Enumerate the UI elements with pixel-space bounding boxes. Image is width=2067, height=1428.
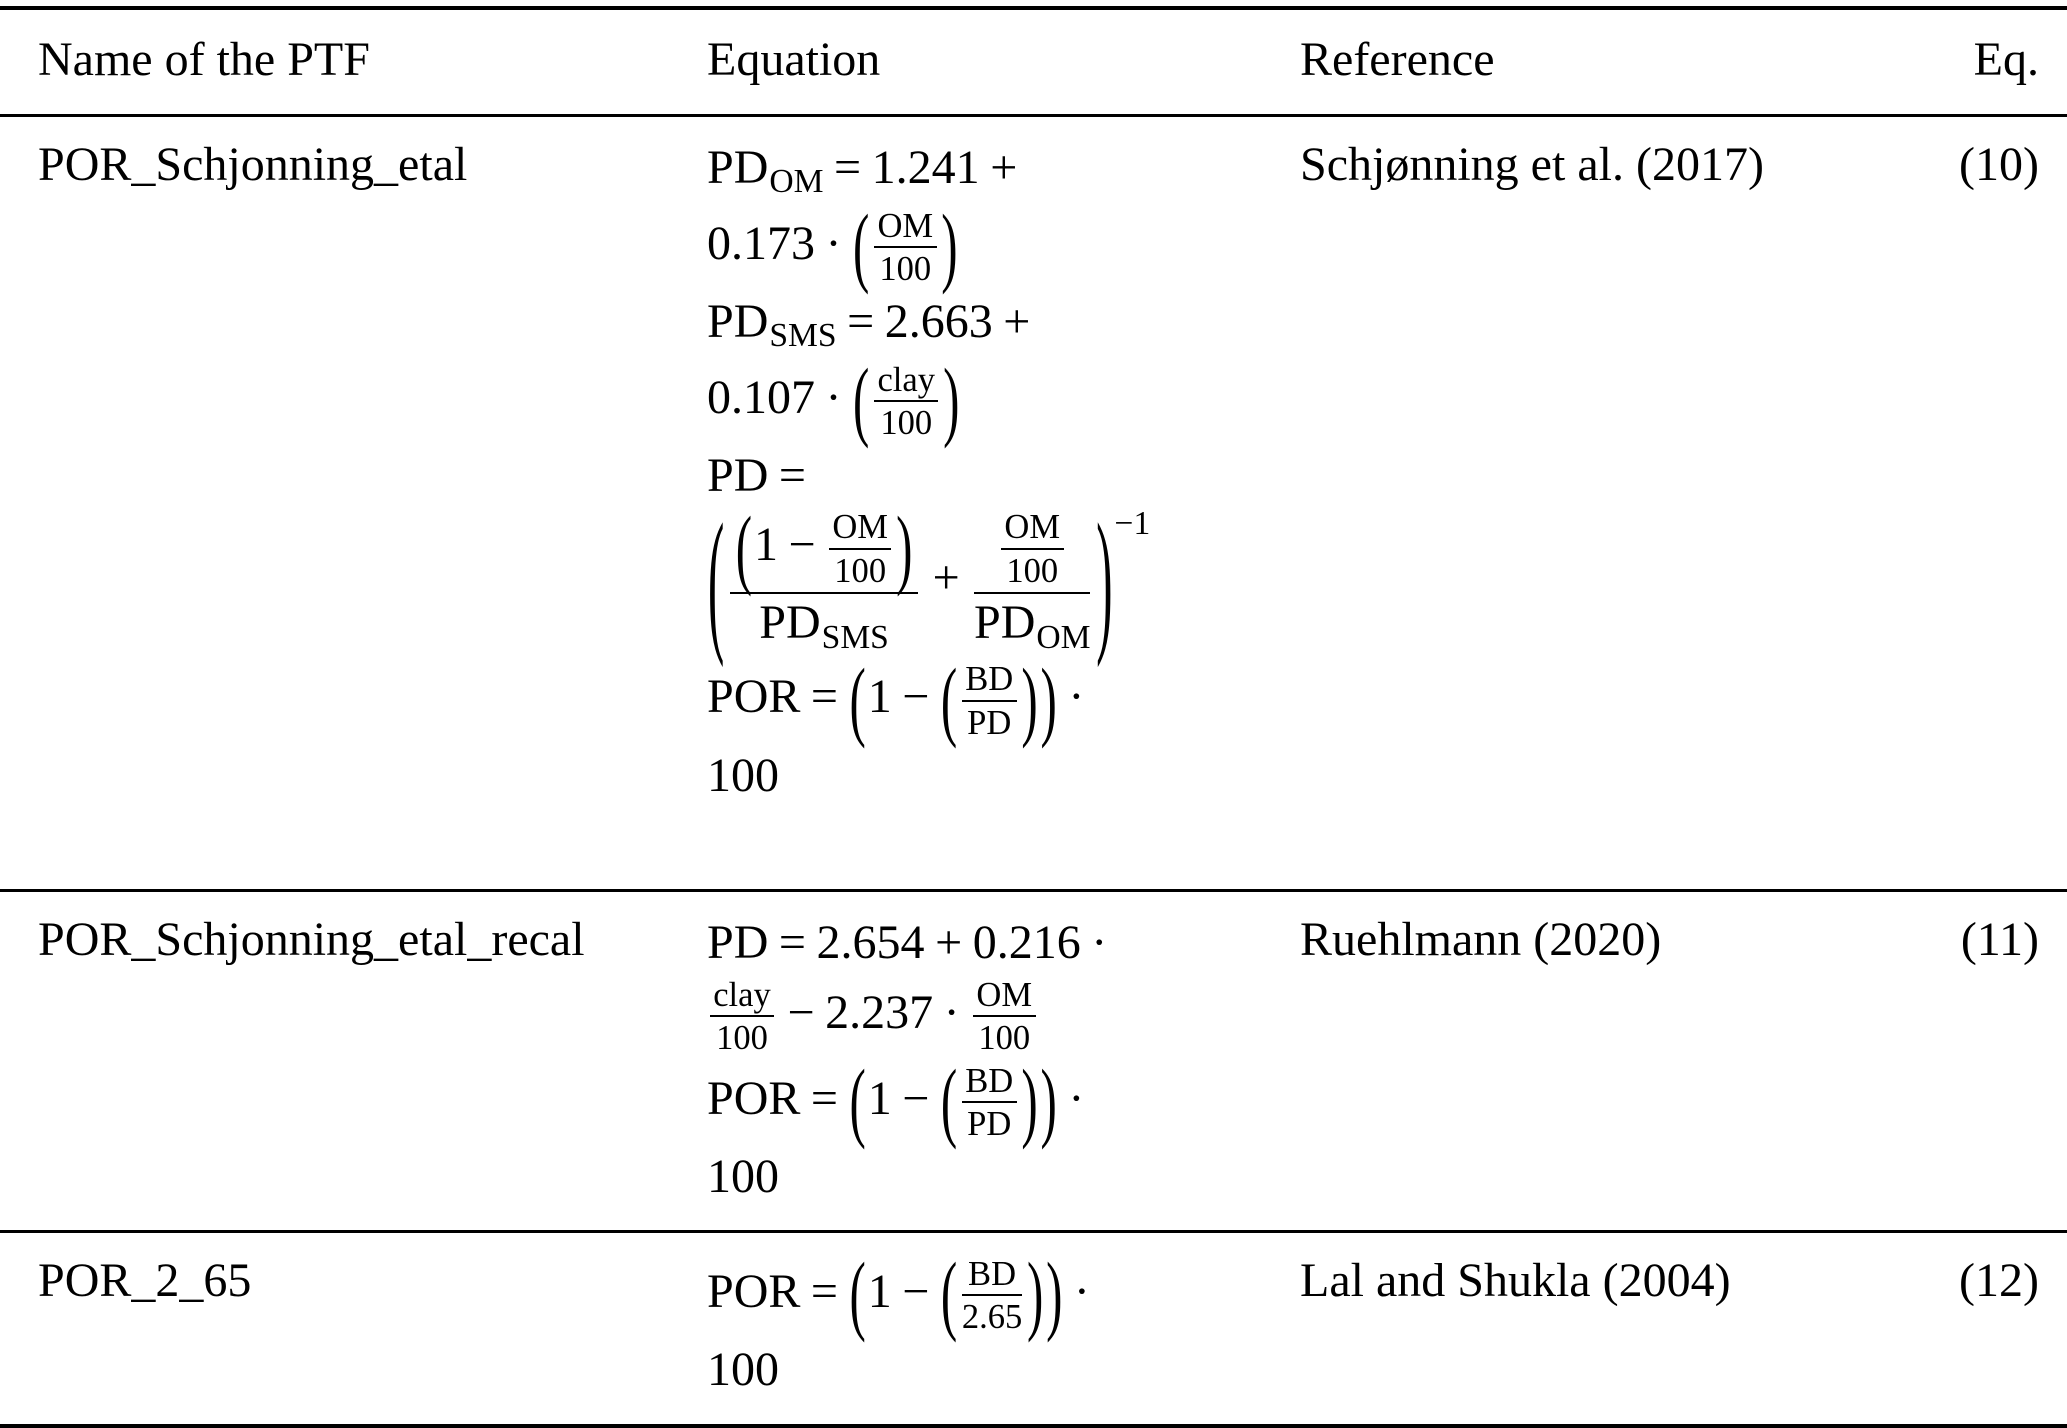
fraction-denominator	[834, 550, 886, 590]
math-text: PD	[707, 294, 769, 348]
paren-content	[957, 1255, 1027, 1337]
math-fraction	[874, 207, 937, 289]
math-paren-group	[849, 1244, 1063, 1344]
fraction-numerator	[973, 976, 1036, 1016]
table-header-row	[0, 10, 2067, 117]
equation-line	[707, 1148, 1300, 1206]
math-fraction	[874, 361, 938, 443]
right-paren-glyph: )	[1096, 489, 1113, 669]
left-paren-glyph: (	[940, 649, 958, 750]
equation-line	[707, 649, 1300, 750]
math-text: OM	[976, 975, 1033, 1014]
math-text: 100	[707, 1149, 779, 1203]
math-text: PD	[707, 141, 769, 194]
math-paren-group	[940, 649, 1038, 750]
paren-content	[866, 649, 1041, 750]
math-paren-group	[940, 1051, 1038, 1151]
math-subscript: SMS	[821, 618, 889, 656]
left-paren-glyph: (	[849, 1244, 866, 1344]
math-fraction	[974, 508, 1090, 656]
math-operator: −	[787, 985, 815, 1039]
math-text: OM	[877, 206, 934, 245]
math-text: 100	[834, 551, 887, 590]
math-operator: −	[788, 518, 816, 572]
math-subscript: SMS	[769, 317, 837, 355]
math-operator: =	[810, 670, 838, 724]
math-fraction	[829, 508, 892, 590]
math-operator: =	[834, 141, 862, 194]
math-text: BD	[965, 660, 1014, 699]
equation-line	[707, 1244, 1300, 1344]
math-text: clay	[713, 975, 771, 1014]
equation-line	[707, 914, 1300, 972]
math-operator: =	[778, 916, 806, 969]
ptf-name: POR_2_65	[38, 1253, 252, 1307]
equation-line	[707, 196, 1300, 296]
math-text: PD	[707, 916, 769, 969]
math-text: 0.107	[707, 370, 815, 424]
math-fraction	[710, 976, 774, 1058]
right-paren-glyph: )	[896, 497, 913, 598]
math-paren-group	[849, 649, 1057, 750]
header-eq-number: Eq.	[1973, 33, 2039, 86]
math-paren-group	[707, 489, 1151, 669]
left-paren-glyph: (	[849, 1051, 866, 1151]
math-operator: +	[935, 916, 963, 969]
math-text: PD	[707, 448, 769, 502]
left-paren-glyph: (	[853, 350, 870, 450]
math-operator: −	[902, 1264, 930, 1318]
math-text: 0.173	[707, 216, 815, 270]
header-name-of-ptf: Name of the PTF	[38, 33, 370, 86]
math-fraction	[962, 1255, 1022, 1337]
math-operator: +	[1003, 294, 1031, 348]
equation-line	[707, 976, 1300, 1058]
fraction-numerator	[962, 1062, 1017, 1102]
math-operator: −	[902, 1071, 930, 1125]
paren-content	[866, 1051, 1041, 1151]
paren-content	[957, 1062, 1021, 1144]
math-text: 0.216	[972, 916, 1081, 969]
equation-line	[707, 489, 1300, 669]
math-subscript: OM	[1036, 618, 1091, 656]
equation-line	[707, 447, 1300, 505]
math-superscript: −1	[1114, 505, 1151, 543]
left-paren-glyph: (	[707, 489, 725, 669]
math-text: POR	[707, 1071, 801, 1125]
fraction-numerator	[962, 660, 1017, 700]
math-operator: +	[990, 141, 1018, 194]
right-paren-glyph: )	[1021, 649, 1038, 750]
math-text: 100	[880, 404, 933, 443]
math-text: PD	[974, 596, 1036, 650]
math-paren-group	[853, 350, 960, 450]
fraction-denominator	[962, 1296, 1022, 1336]
fraction-denominator	[1006, 550, 1058, 590]
left-paren-glyph: (	[735, 497, 753, 598]
table-row	[0, 889, 2067, 1230]
paren-content	[869, 361, 943, 443]
table-row	[0, 1230, 2067, 1424]
equation-line	[707, 139, 1300, 203]
fraction-denominator	[967, 702, 1011, 742]
fraction-denominator	[759, 594, 889, 656]
math-text: BD	[965, 1061, 1014, 1100]
math-text: 1	[867, 670, 892, 724]
right-paren-glyph: )	[1021, 1051, 1038, 1151]
math-text: 1	[867, 1071, 892, 1125]
left-paren-glyph: (	[853, 196, 870, 296]
fraction-denominator	[974, 594, 1090, 656]
math-text: PD	[967, 703, 1012, 742]
math-fraction	[962, 1062, 1017, 1144]
math-text: 100	[707, 1342, 779, 1396]
equation-line	[707, 350, 1300, 450]
math-subscript: OM	[769, 163, 824, 201]
paren-content	[869, 207, 941, 289]
fraction-numerator	[874, 361, 938, 401]
right-paren-glyph: )	[1026, 1244, 1044, 1344]
math-operator: ·	[825, 216, 842, 270]
equation-cell	[707, 892, 1300, 1230]
ptf-name: POR_Schjonning_etal	[38, 138, 468, 191]
math-text: 100	[707, 748, 779, 802]
equation-cell	[707, 1233, 1300, 1423]
fraction-numerator	[993, 508, 1071, 592]
math-text: 1	[867, 1264, 892, 1318]
math-text: OM	[832, 508, 889, 547]
math-text: PD	[967, 1105, 1012, 1144]
equation-cell	[707, 117, 1300, 828]
right-paren-glyph: )	[1040, 649, 1057, 750]
math-operator: =	[847, 294, 875, 348]
math-operator: =	[810, 1071, 838, 1125]
math-text: 2.65	[961, 1297, 1023, 1336]
math-text: POR	[707, 1264, 801, 1318]
math-operator: ·	[1068, 670, 1085, 724]
right-paren-glyph: )	[943, 350, 960, 450]
fraction-denominator	[967, 1103, 1011, 1143]
math-operator: −	[902, 670, 930, 724]
math-text: 2.654	[816, 916, 925, 969]
reference: Lal and Shukla (2004)	[1300, 1253, 1731, 1307]
math-text: POR	[707, 670, 801, 724]
fraction-denominator	[879, 248, 931, 288]
table-row	[0, 117, 2067, 889]
math-paren-group	[849, 1051, 1057, 1151]
left-paren-glyph: (	[940, 1244, 958, 1344]
ptf-name: POR_Schjonning_etal_recal	[38, 913, 585, 966]
fraction-numerator	[874, 207, 937, 247]
math-operator: ·	[825, 370, 842, 424]
paren-content	[724, 497, 1096, 656]
header-reference: Reference	[1300, 33, 1495, 86]
math-text: 100	[978, 1019, 1031, 1058]
equation-line	[707, 293, 1300, 357]
math-operator: ·	[1068, 1071, 1085, 1125]
math-operator: ·	[1073, 1264, 1090, 1318]
math-text: 1	[753, 518, 778, 572]
fraction-numerator	[965, 1255, 1020, 1295]
math-paren-group	[735, 497, 913, 598]
math-text: 100	[716, 1019, 768, 1058]
math-paren-group	[853, 196, 958, 296]
fraction-denominator	[880, 402, 932, 442]
fraction-numerator	[1001, 508, 1064, 548]
math-text: 1.241	[871, 141, 980, 194]
left-paren-glyph: (	[940, 1051, 958, 1151]
paren-content	[752, 508, 896, 590]
equation-number: (12)	[1959, 1253, 2039, 1307]
math-text: clay	[877, 360, 935, 399]
math-text: 100	[879, 250, 932, 289]
paren-content	[866, 1244, 1046, 1344]
math-fraction	[1001, 508, 1064, 590]
math-text: 2.663	[884, 294, 993, 348]
math-operator: =	[810, 1264, 838, 1318]
right-paren-glyph: )	[1046, 1244, 1063, 1344]
math-text: PD	[759, 596, 821, 650]
math-operator: +	[932, 551, 960, 605]
math-text: 100	[1006, 551, 1059, 590]
reference: Ruehlmann (2020)	[1300, 913, 1662, 966]
reference: Schjønning et al. (2017)	[1300, 138, 1764, 191]
paren-content	[957, 660, 1021, 742]
equation-number: (10)	[1959, 138, 2039, 191]
math-text: OM	[1004, 508, 1061, 547]
fraction-numerator	[730, 497, 918, 598]
fraction-denominator	[716, 1017, 768, 1057]
math-operator: ·	[1091, 916, 1108, 969]
math-operator: =	[778, 448, 806, 502]
right-paren-glyph: )	[941, 196, 958, 296]
left-paren-glyph: (	[849, 649, 866, 750]
right-paren-glyph: )	[1040, 1051, 1057, 1151]
math-paren-group	[940, 1244, 1044, 1344]
equation-line	[707, 1341, 1300, 1399]
math-fraction	[973, 976, 1036, 1058]
math-fraction	[730, 497, 918, 656]
math-fraction	[962, 660, 1017, 742]
header-equation: Equation	[707, 33, 881, 86]
math-operator: ·	[943, 985, 960, 1039]
math-text: 2.237	[825, 985, 934, 1039]
equation-line	[707, 1051, 1300, 1151]
equation-number: (11)	[1960, 913, 2039, 966]
math-text: BD	[968, 1254, 1017, 1293]
fraction-numerator	[829, 508, 892, 548]
fraction-numerator	[710, 976, 774, 1016]
ptf-table	[0, 6, 2067, 1428]
equation-line	[707, 747, 1300, 805]
